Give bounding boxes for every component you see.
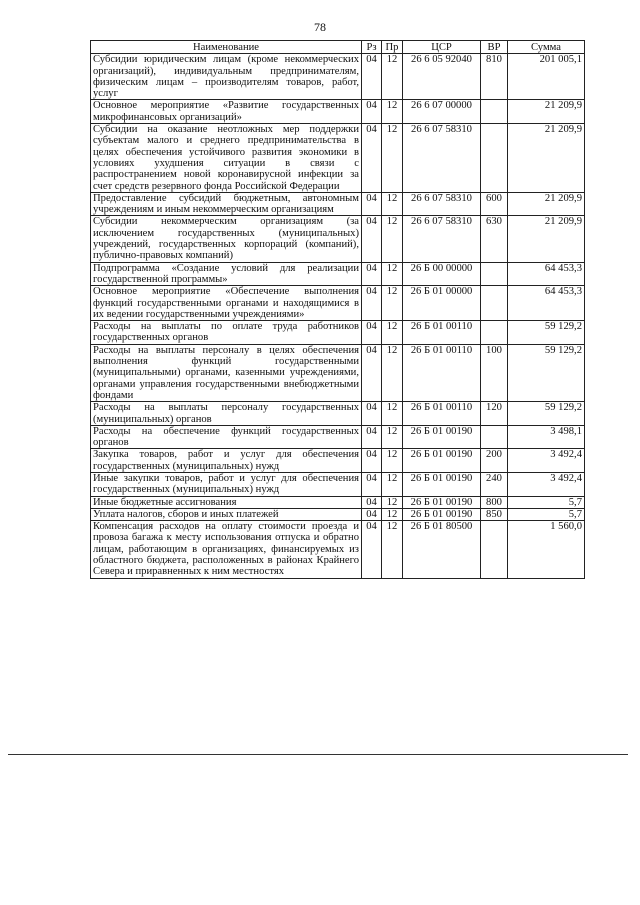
cell-rz: 04 <box>362 402 382 426</box>
cell-sum: 1 560,0 <box>508 521 585 578</box>
cell-csr: 26 Б 01 00000 <box>403 286 481 321</box>
cell-rz: 04 <box>362 496 382 508</box>
cell-sum: 64 453,3 <box>508 262 585 286</box>
cell-sum: 59 129,2 <box>508 402 585 426</box>
cell-csr: 26 6 07 58310 <box>403 216 481 262</box>
cell-vr <box>481 321 508 345</box>
bottom-rule <box>8 754 628 755</box>
cell-pr: 12 <box>382 124 403 193</box>
cell-vr: 120 <box>481 402 508 426</box>
cell-name: Иные бюджетные ассигнования <box>91 496 362 508</box>
header-sum: Сумма <box>508 41 585 54</box>
cell-rz: 04 <box>362 321 382 345</box>
cell-name: Подпрограмма «Создание условий для реализации государственной программы» <box>91 262 362 286</box>
cell-name: Уплата налогов, сборов и иных платежей <box>91 508 362 520</box>
cell-vr <box>481 100 508 124</box>
cell-vr: 600 <box>481 192 508 216</box>
cell-sum: 21 209,9 <box>508 124 585 193</box>
table-row <box>91 472 585 496</box>
cell-vr: 630 <box>481 216 508 262</box>
cell-pr: 12 <box>382 472 403 496</box>
cell-sum: 64 453,3 <box>508 286 585 321</box>
cell-name: Расходы на выплаты по оплате труда работников государственных органов <box>91 321 362 345</box>
cell-pr: 12 <box>382 344 403 401</box>
table-row <box>91 521 585 578</box>
cell-csr: 26 Б 01 00190 <box>403 496 481 508</box>
table-row <box>91 508 585 520</box>
budget-table <box>90 40 585 579</box>
cell-pr: 12 <box>382 521 403 578</box>
cell-vr: 240 <box>481 472 508 496</box>
header-csr: ЦСР <box>403 41 481 54</box>
table-row <box>91 100 585 124</box>
cell-csr: 26 6 07 58310 <box>403 124 481 193</box>
cell-sum: 21 209,9 <box>508 100 585 124</box>
cell-sum: 5,7 <box>508 508 585 520</box>
cell-rz: 04 <box>362 286 382 321</box>
cell-csr: 26 6 07 58310 <box>403 192 481 216</box>
cell-csr: 26 Б 01 00190 <box>403 449 481 473</box>
cell-pr: 12 <box>382 496 403 508</box>
cell-csr: 26 Б 01 00190 <box>403 425 481 449</box>
cell-sum: 3 492,4 <box>508 472 585 496</box>
cell-csr: 26 Б 01 00110 <box>403 321 481 345</box>
cell-name: Иные закупки товаров, работ и услуг для обеспечения государственных (муниципальных) нужд <box>91 472 362 496</box>
cell-csr: 26 6 05 92040 <box>403 54 481 100</box>
cell-rz: 04 <box>362 472 382 496</box>
cell-vr: 100 <box>481 344 508 401</box>
cell-rz: 04 <box>362 449 382 473</box>
cell-vr <box>481 124 508 193</box>
cell-csr: 26 Б 01 00110 <box>403 402 481 426</box>
table-row <box>91 54 585 100</box>
table-row <box>91 496 585 508</box>
cell-pr: 12 <box>382 54 403 100</box>
header-pr: Пр <box>382 41 403 54</box>
cell-pr: 12 <box>382 321 403 345</box>
cell-pr: 12 <box>382 286 403 321</box>
cell-name: Субсидии на оказание неотложных мер поддержки субъектам малого и среднего предпринимательства в целях обеспечения устойчивого развития экономики в условиях ухудшения ситуации в связи с распространением новой коронавирусной инфекции за счет средств резервного фонда Российской Федерации <box>91 124 362 193</box>
cell-rz: 04 <box>362 124 382 193</box>
cell-name: Расходы на обеспечение функций государственных органов <box>91 425 362 449</box>
cell-name: Закупка товаров, работ и услуг для обеспечения государственных (муниципальных) нужд <box>91 449 362 473</box>
table-row <box>91 262 585 286</box>
cell-rz: 04 <box>362 262 382 286</box>
cell-name: Компенсация расходов на оплату стоимости проезда и провоза багажа к месту использования отпуска и обратно лицам, работающим в организациях, финансируемых из областного бюджета, расположенных в районах Крайнего Севера и приравненных к ним местностях <box>91 521 362 578</box>
table-row <box>91 402 585 426</box>
cell-sum: 21 209,9 <box>508 192 585 216</box>
cell-name: Расходы на выплаты персоналу в целях обеспечения выполнения функций государственными (муниципальными) органами, казенными учреждениями, органами управления государственными внебюджетными фондами <box>91 344 362 401</box>
cell-rz: 04 <box>362 100 382 124</box>
cell-sum: 3 498,1 <box>508 425 585 449</box>
cell-pr: 12 <box>382 262 403 286</box>
cell-vr: 200 <box>481 449 508 473</box>
cell-sum: 3 492,4 <box>508 449 585 473</box>
cell-vr: 800 <box>481 496 508 508</box>
table-header-row <box>91 41 585 54</box>
table-row <box>91 449 585 473</box>
cell-pr: 12 <box>382 402 403 426</box>
cell-vr <box>481 286 508 321</box>
table-row <box>91 286 585 321</box>
cell-sum: 201 005,1 <box>508 54 585 100</box>
cell-pr: 12 <box>382 216 403 262</box>
cell-sum: 5,7 <box>508 496 585 508</box>
table-row <box>91 124 585 193</box>
cell-name: Основное мероприятие «Обеспечение выполнения функций государственными органами и находящимися в их ведении государственными учреждениями» <box>91 286 362 321</box>
cell-pr: 12 <box>382 508 403 520</box>
cell-vr <box>481 262 508 286</box>
cell-sum: 59 129,2 <box>508 344 585 401</box>
cell-csr: 26 Б 01 00190 <box>403 472 481 496</box>
page-number: 78 <box>314 20 326 34</box>
cell-name: Предоставление субсидий бюджетным, автономным учреждениям и иным некоммерческим организациям <box>91 192 362 216</box>
cell-csr: 26 Б 00 00000 <box>403 262 481 286</box>
cell-sum: 21 209,9 <box>508 216 585 262</box>
cell-rz: 04 <box>362 521 382 578</box>
cell-csr: 26 Б 01 80500 <box>403 521 481 578</box>
cell-rz: 04 <box>362 192 382 216</box>
cell-name: Основное мероприятие «Развитие государственных микрофинансовых организаций» <box>91 100 362 124</box>
table-row <box>91 321 585 345</box>
cell-csr: 26 Б 01 00110 <box>403 344 481 401</box>
cell-name: Субсидии некоммерческим организациям (за исключением государственных (муниципальных) учреждений, государственных корпораций (компаний), публично-правовых компаний) <box>91 216 362 262</box>
cell-vr <box>481 521 508 578</box>
cell-csr: 26 Б 01 00190 <box>403 508 481 520</box>
cell-rz: 04 <box>362 344 382 401</box>
cell-vr <box>481 425 508 449</box>
cell-name: Расходы на выплаты персоналу государственных (муниципальных) органов <box>91 402 362 426</box>
header-name: Наименование <box>91 41 362 54</box>
table-row <box>91 344 585 401</box>
cell-rz: 04 <box>362 508 382 520</box>
table-row <box>91 216 585 262</box>
cell-name: Субсидии юридическим лицам (кроме некоммерческих организаций), индивидуальным предпринимателям, физическим лицам – производителям товаров, работ, услуг <box>91 54 362 100</box>
cell-rz: 04 <box>362 54 382 100</box>
cell-vr: 810 <box>481 54 508 100</box>
cell-pr: 12 <box>382 449 403 473</box>
cell-pr: 12 <box>382 192 403 216</box>
cell-pr: 12 <box>382 100 403 124</box>
header-rz: Рз <box>362 41 382 54</box>
cell-pr: 12 <box>382 425 403 449</box>
cell-csr: 26 6 07 00000 <box>403 100 481 124</box>
cell-vr: 850 <box>481 508 508 520</box>
header-vr: ВР <box>481 41 508 54</box>
table-row <box>91 425 585 449</box>
table-row <box>91 192 585 216</box>
cell-rz: 04 <box>362 216 382 262</box>
cell-rz: 04 <box>362 425 382 449</box>
cell-sum: 59 129,2 <box>508 321 585 345</box>
